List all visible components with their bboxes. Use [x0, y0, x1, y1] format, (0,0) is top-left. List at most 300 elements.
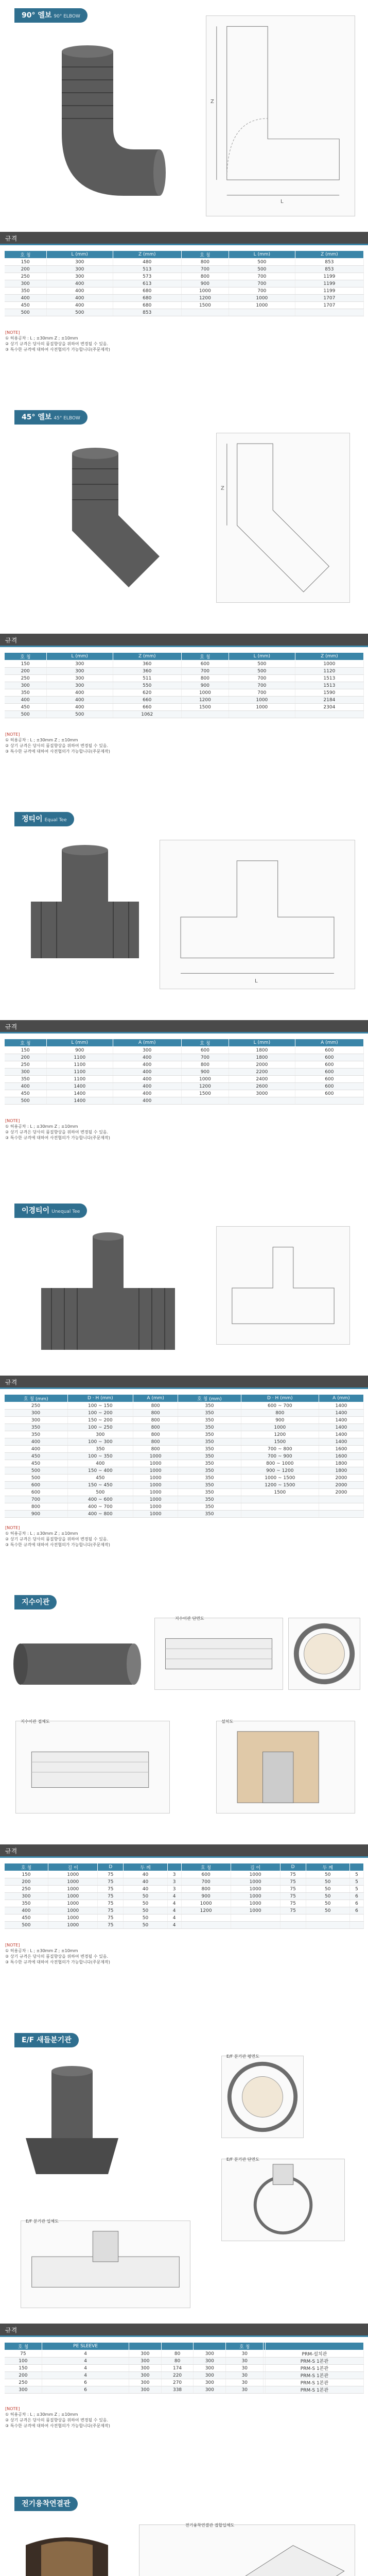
table-cell: 400 ~ 700 — [67, 1503, 133, 1511]
column-header: 호 칭 — [181, 251, 229, 259]
table-row — [5, 266, 364, 273]
table-cell: 400 — [46, 287, 113, 295]
table-cell: 1600 — [319, 1446, 363, 1453]
elbow-90-drawing — [206, 15, 355, 216]
table-cell — [306, 1914, 349, 1922]
table-cell: 400 ~ 800 — [67, 1511, 133, 1518]
table-row — [5, 697, 364, 704]
table-cell: 75 — [280, 1871, 306, 1878]
table-cell: 800 — [181, 273, 229, 280]
table-row — [5, 1453, 364, 1460]
table-cell: 2000 — [229, 1061, 295, 1069]
table-cell: 4 — [42, 2350, 129, 2358]
table-cell — [306, 1922, 349, 1929]
callout-label: E/F 분기관 단면도 — [226, 2157, 259, 2162]
column-header: L (mm) — [229, 653, 295, 660]
table-row — [5, 1097, 364, 1105]
table-row — [5, 1424, 364, 1431]
table-cell: 3 — [167, 1886, 181, 1893]
table-cell: 350 — [5, 1431, 68, 1438]
table-cell: 350 — [178, 1489, 241, 1496]
note-block: [NOTE] ① 허용공차 : L ; ±30mm Z ; ±10mm ② 상기 규격은 당사의 품질향상을 위하여 변경될 수 있음. ③ 특수한 규격에 대하여 사전협의가 가능합니다(주문제작) — [5, 1943, 110, 1964]
table-cell: 1400 — [319, 1424, 363, 1431]
section-title: 정티이 Equal Tee — [14, 812, 74, 826]
table-row — [5, 1886, 364, 1893]
column-header: D · H (mm) — [67, 1395, 133, 1402]
table-cell: 400 — [113, 1097, 181, 1105]
section-title: 지수이관 — [14, 1595, 57, 1609]
table-cell: 900 — [181, 280, 229, 287]
table-cell: 300 — [129, 2358, 162, 2365]
table-cell: 680 — [113, 287, 181, 295]
table-cell: 1707 — [295, 302, 363, 309]
table-cell — [295, 711, 363, 718]
table-cell: 600 ~ 700 — [241, 1402, 319, 1410]
table-cell: 400 — [113, 1061, 181, 1069]
section-title: 이경티이 Unequal Tee — [14, 1204, 87, 1218]
table-cell: 5 — [349, 1871, 363, 1878]
table-cell: 80 — [161, 2358, 194, 2365]
table-cell: 500 — [5, 309, 47, 316]
table-cell: 2400 — [229, 1076, 295, 1083]
table-cell: 40 — [124, 1886, 167, 1893]
table-cell: 30 — [226, 2372, 264, 2379]
column-header: 호 칭 — [181, 1863, 231, 1871]
table-cell: 1000 — [133, 1482, 178, 1489]
table-cell: 1000 — [133, 1460, 178, 1467]
table-cell: 2184 — [295, 697, 363, 704]
table-cell: 1500 — [241, 1438, 319, 1446]
table-cell: 900 — [46, 1047, 113, 1054]
table-cell: 800 — [133, 1410, 178, 1417]
table-cell: 1000 — [229, 302, 295, 309]
table-cell: 1200 — [181, 697, 229, 704]
section-elbow90 — [0, 0, 368, 402]
table-cell: 300 — [46, 259, 113, 266]
table-row — [5, 689, 364, 697]
table-cell: 800 — [5, 1503, 68, 1511]
table-cell: 150 — [5, 1871, 48, 1878]
table-cell: 1200 ~ 1500 — [241, 1482, 319, 1489]
table-cell: PRM-S 1본관 — [265, 2365, 363, 2372]
table-cell — [349, 1922, 363, 1929]
column-header: L (mm) — [46, 653, 113, 660]
note-block: [NOTE] ① 허용공차 : L ; ±30mm Z ; ±10mm ② 상기 규격은 당사의 품질향상을 위하여 변경될 수 있음. ③ 특수한 규격에 대하여 사전협의가 가능합니다(주문제작) — [5, 1526, 110, 1547]
table-cell: 50 — [306, 1893, 349, 1900]
column-header: 길 이 — [48, 1863, 98, 1871]
table-row — [5, 1410, 364, 1417]
table-row — [5, 1069, 364, 1076]
svg-text:Z: Z — [220, 485, 224, 492]
table-cell: 1000 — [231, 1871, 280, 1878]
table-row — [5, 1090, 364, 1097]
table-cell: 100 ~ 250 — [67, 1424, 133, 1431]
table-cell: 5 — [349, 1878, 363, 1886]
table-cell: 350 — [5, 287, 47, 295]
table-cell: 150 — [5, 259, 47, 266]
section-title: 45° 엘보 45° ELBOW — [14, 410, 87, 425]
table-cell: 300 — [46, 682, 113, 689]
table-cell: 400 — [5, 697, 47, 704]
column-header: Z (mm) — [113, 653, 181, 660]
section-title: 90° 엘보 90° ELBOW — [14, 8, 87, 23]
table-cell — [181, 309, 229, 316]
table-cell: 1500 — [181, 302, 229, 309]
table-cell: 573 — [113, 273, 181, 280]
table-cell: 800 — [133, 1402, 178, 1410]
table-cell: 4 — [42, 2358, 129, 2365]
spec-bar: 규격 — [0, 1020, 368, 1033]
table-cell: 1000 — [229, 704, 295, 711]
table-row — [5, 1417, 364, 1424]
table-cell: 6 — [42, 2379, 129, 2386]
column-header: A (mm) — [295, 1039, 363, 1047]
table-cell: 3 — [167, 1878, 181, 1886]
table-cell: 600 — [181, 660, 229, 668]
table-cell: 350 — [5, 1900, 48, 1907]
table-cell: 300 — [46, 273, 113, 280]
table-cell — [349, 1914, 363, 1922]
table-cell — [241, 1496, 319, 1503]
table-cell: 200 — [5, 266, 47, 273]
table-cell: 513 — [113, 266, 181, 273]
table-cell: 1513 — [295, 682, 363, 689]
table-cell: 1400 — [319, 1410, 363, 1417]
column-header: Z (mm) — [295, 653, 363, 660]
table-cell: 900 — [181, 1069, 229, 1076]
table-row — [5, 287, 364, 295]
table-cell — [181, 1914, 231, 1922]
column-header — [265, 2343, 363, 2350]
table-cell: 4 — [167, 1922, 181, 1929]
table-cell: 1199 — [295, 280, 363, 287]
table-row — [5, 1402, 364, 1410]
table-cell: 900 — [241, 1417, 319, 1424]
table-cell: 350 — [178, 1475, 241, 1482]
ef-3d-drawing — [21, 2221, 190, 2308]
note-block: [NOTE] ① 허용공차 : L ; ±30mm Z ; ±10mm ② 상기 규격은 당사의 품질향상을 위하여 변경될 수 있음. ③ 특수한 규격에 대하여 사전협의가 가능합니다(주문제작) — [5, 732, 110, 754]
table-cell — [181, 1097, 229, 1105]
table-cell: 700 — [181, 266, 229, 273]
table-cell: 300 — [46, 266, 113, 273]
equal-tee-table — [4, 1039, 364, 1105]
table-cell: PRM-설치관 — [265, 2350, 363, 2358]
table-cell: 75 — [98, 1900, 124, 1907]
table-cell: 700 — [229, 273, 295, 280]
equal-tee-image — [21, 840, 149, 994]
section-elbow45 — [0, 402, 368, 804]
table-cell: 450 — [5, 1914, 48, 1922]
table-cell: PRM-S 1본관 — [265, 2386, 363, 2394]
table-cell: 250 — [5, 273, 47, 280]
table-cell — [229, 711, 295, 718]
elbow-45-table — [4, 652, 364, 718]
table-cell: 500 — [229, 668, 295, 675]
table-cell: 350 — [5, 1424, 68, 1431]
column-header — [129, 2343, 162, 2350]
note-block: [NOTE] ① 허용공차 : L ; ±30mm Z ; ±10mm ② 상기 규격은 당사의 품질향상을 위하여 변경될 수 있음. ③ 특수한 규격에 대하여 사전협의가 가능합니다(주문제작) — [5, 330, 110, 352]
table-cell: 350 — [178, 1503, 241, 1511]
table-cell: 700 — [181, 1878, 231, 1886]
table-cell: 4 — [167, 1907, 181, 1914]
table-cell: 2200 — [229, 1069, 295, 1076]
table-cell: 75 — [98, 1922, 124, 1929]
table-cell: 100 ~ 150 — [67, 1402, 133, 1410]
column-header: 호 칭 (mm) — [178, 1395, 241, 1402]
section-electro-joint — [0, 2488, 368, 2576]
table-cell: 50 — [124, 1900, 167, 1907]
table-cell: 300 — [113, 1047, 181, 1054]
table-cell: 1000 — [48, 1914, 98, 1922]
table-cell: 1000 — [231, 1886, 280, 1893]
svg-text:L: L — [281, 198, 284, 205]
column-header: 호 칭 — [5, 1863, 48, 1871]
table-cell: 150 — [5, 660, 47, 668]
table-cell: 800 ~ 1000 — [241, 1460, 319, 1467]
table-cell: 75 — [98, 1871, 124, 1878]
table-cell: 220 — [161, 2372, 194, 2379]
table-row — [5, 1489, 364, 1496]
column-header: 호 칭 — [5, 251, 47, 259]
table-cell: 1000 — [48, 1900, 98, 1907]
table-cell: 200 — [5, 2372, 42, 2379]
table-cell: 100 ~ 300 — [67, 1438, 133, 1446]
table-cell: 50 — [306, 1878, 349, 1886]
table-cell: 1500 — [181, 1090, 229, 1097]
table-cell: 1000 — [133, 1467, 178, 1475]
table-cell: 1000 — [133, 1496, 178, 1503]
water-stop-table — [4, 1863, 364, 1929]
table-cell: 500 — [229, 259, 295, 266]
table-cell: 75 — [280, 1878, 306, 1886]
table-cell: 2000 — [319, 1482, 363, 1489]
table-cell: 900 — [181, 1893, 231, 1900]
table-row — [5, 2372, 364, 2379]
table-cell: 500 — [229, 660, 295, 668]
table-cell: 1000 — [133, 1453, 178, 1460]
table-cell: 360 — [113, 668, 181, 675]
table-cell: 400 — [46, 689, 113, 697]
table-cell: 500 — [5, 1922, 48, 1929]
table-row — [5, 660, 364, 668]
table-cell: 1600 — [319, 1453, 363, 1460]
table-cell: 250 — [5, 1061, 47, 1069]
table-cell: 100 ~ 200 — [67, 1410, 133, 1417]
table-cell: 1000 — [181, 287, 229, 295]
callout-label: 전기융착연결관 접합입체도 — [185, 2523, 235, 2528]
table-cell: 400 — [5, 1438, 68, 1446]
column-header — [349, 1863, 363, 1871]
table-cell: 50 — [306, 1907, 349, 1914]
table-cell: 250 — [5, 2379, 42, 2386]
table-row — [5, 1076, 364, 1083]
table-cell: 700 — [229, 280, 295, 287]
table-cell: PRM-S 1본관 — [265, 2372, 363, 2379]
table-cell: 80 — [161, 2350, 194, 2358]
spec-bar: 규격 — [0, 1844, 368, 1858]
table-cell: 350 — [178, 1410, 241, 1417]
table-row — [5, 704, 364, 711]
table-cell: 1500 — [181, 704, 229, 711]
column-header: L (mm) — [229, 251, 295, 259]
table-cell: 400 — [46, 302, 113, 309]
table-cell: 600 — [295, 1069, 363, 1076]
table-cell: 600 — [295, 1061, 363, 1069]
table-cell: 350 — [178, 1402, 241, 1410]
table-cell: 1200 — [241, 1431, 319, 1438]
table-row — [5, 1922, 364, 1929]
table-cell: 4 — [42, 2365, 129, 2372]
table-row — [5, 2358, 364, 2365]
table-cell: 800 — [241, 1410, 319, 1417]
callout-label: 설치도 — [221, 1719, 234, 1724]
table-cell: 511 — [113, 675, 181, 682]
table-cell: 450 — [5, 1453, 68, 1460]
table-cell: 400 — [113, 1090, 181, 1097]
table-cell: 1513 — [295, 675, 363, 682]
table-row — [5, 273, 364, 280]
table-cell: 700 — [229, 689, 295, 697]
table-cell: 30 — [226, 2365, 264, 2372]
column-header: 호 칭 — [181, 653, 229, 660]
table-row — [5, 1446, 364, 1453]
table-row — [5, 1503, 364, 1511]
table-cell — [229, 1097, 295, 1105]
table-row — [5, 295, 364, 302]
table-cell: 50 — [124, 1922, 167, 1929]
table-cell: 400 — [5, 295, 47, 302]
table-cell: 1800 — [319, 1460, 363, 1467]
table-cell: 900 ~ 1200 — [241, 1467, 319, 1475]
table-cell: 660 — [113, 704, 181, 711]
table-row — [5, 1496, 364, 1503]
table-cell: 300 — [5, 280, 47, 287]
table-cell: 450 — [5, 1090, 47, 1097]
column-header: 호 칭 (mm) — [5, 1395, 68, 1402]
unequal-tee-drawing — [216, 1226, 350, 1345]
table-cell: 400 — [5, 1907, 48, 1914]
table-cell: 300 — [129, 2350, 162, 2358]
table-cell: 75 — [98, 1886, 124, 1893]
table-cell: 350 — [5, 1076, 47, 1083]
table-cell: 613 — [113, 280, 181, 287]
table-cell: 500 — [46, 711, 113, 718]
table-cell: 1200 — [181, 1083, 229, 1090]
table-row — [5, 1900, 364, 1907]
table-cell: 150 ~ 200 — [67, 1417, 133, 1424]
table-cell: 4 — [167, 1900, 181, 1907]
elbow-45-drawing — [216, 433, 350, 603]
table-cell: 1000 — [181, 1076, 229, 1083]
table-cell: 600 — [295, 1047, 363, 1054]
table-cell: 1200 — [181, 295, 229, 302]
table-cell: 200 — [5, 1878, 48, 1886]
table-cell: 75 — [280, 1886, 306, 1893]
table-cell: 1199 — [295, 287, 363, 295]
table-cell: 2304 — [295, 704, 363, 711]
table-cell: 350 — [178, 1424, 241, 1431]
table-cell — [241, 1511, 319, 1518]
section-unequal-tee — [0, 1195, 368, 1587]
table-cell: 350 — [178, 1453, 241, 1460]
table-row — [5, 1047, 364, 1054]
table-cell: 600 — [295, 1083, 363, 1090]
table-cell: 100 — [5, 2358, 42, 2365]
column-header: 호 칭 — [226, 2343, 264, 2350]
table-cell: 1000 — [181, 689, 229, 697]
table-row — [5, 2350, 364, 2358]
table-cell: 300 — [194, 2350, 226, 2358]
table-cell: 500 — [5, 1097, 47, 1105]
column-header: 두 께 — [124, 1863, 167, 1871]
callout-label: E/F 분기관 평면도 — [226, 2054, 259, 2059]
table-row — [5, 1460, 364, 1467]
table-row — [5, 1083, 364, 1090]
table-cell: 50 — [124, 1893, 167, 1900]
column-header: 호 칭 — [5, 1039, 47, 1047]
table-cell: 1100 — [46, 1054, 113, 1061]
table-cell: 800 — [181, 1061, 229, 1069]
table-cell: 1000 — [48, 1907, 98, 1914]
table-cell: 500 — [46, 309, 113, 316]
table-cell: 480 — [113, 259, 181, 266]
table-cell: 350 — [178, 1460, 241, 1467]
table-cell: 1400 — [319, 1431, 363, 1438]
table-cell — [319, 1511, 363, 1518]
table-cell: 75 — [98, 1914, 124, 1922]
table-cell: 1000 — [229, 697, 295, 704]
table-cell: 800 — [133, 1417, 178, 1424]
unequal-tee-image — [31, 1226, 185, 1370]
table-cell: 75 — [98, 1878, 124, 1886]
ef-plan-drawing — [221, 2056, 304, 2138]
table-cell: 1100 — [46, 1061, 113, 1069]
table-cell: 3 — [167, 1871, 181, 1878]
table-row — [5, 302, 364, 309]
table-cell: 400 — [5, 1083, 47, 1090]
table-cell — [231, 1914, 280, 1922]
table-cell — [319, 1496, 363, 1503]
table-row — [5, 675, 364, 682]
table-cell: 400 — [5, 1446, 68, 1453]
table-cell: 350 — [178, 1446, 241, 1453]
table-cell: 30 — [226, 2358, 264, 2365]
electro-joint-image — [10, 2524, 124, 2576]
table-cell: 4 — [42, 2372, 129, 2379]
table-cell: 300 — [194, 2379, 226, 2386]
table-row — [5, 2379, 364, 2386]
table-cell — [280, 1914, 306, 1922]
table-cell: 300 — [5, 1417, 68, 1424]
table-row — [5, 1467, 364, 1475]
table-row — [5, 309, 364, 316]
table-cell: 680 — [113, 302, 181, 309]
table-cell: 700 ~ 800 — [241, 1446, 319, 1453]
table-cell: 800 — [133, 1431, 178, 1438]
table-cell: 40 — [124, 1878, 167, 1886]
table-cell: 400 — [46, 280, 113, 287]
table-cell: 1400 — [46, 1097, 113, 1105]
callout-label: 지수이관 접체도 — [21, 1719, 50, 1724]
table-cell: 600 — [181, 1047, 229, 1054]
ef-joint-image — [21, 2061, 124, 2205]
elbow-90-table — [4, 250, 364, 316]
water-stop-install-drawing — [216, 1721, 355, 1814]
section-title: E/F 새들분기관 — [14, 2033, 79, 2047]
column-header: L (mm) — [46, 251, 113, 259]
elbow-90-image — [41, 31, 175, 206]
table-cell: 300 — [5, 1069, 47, 1076]
